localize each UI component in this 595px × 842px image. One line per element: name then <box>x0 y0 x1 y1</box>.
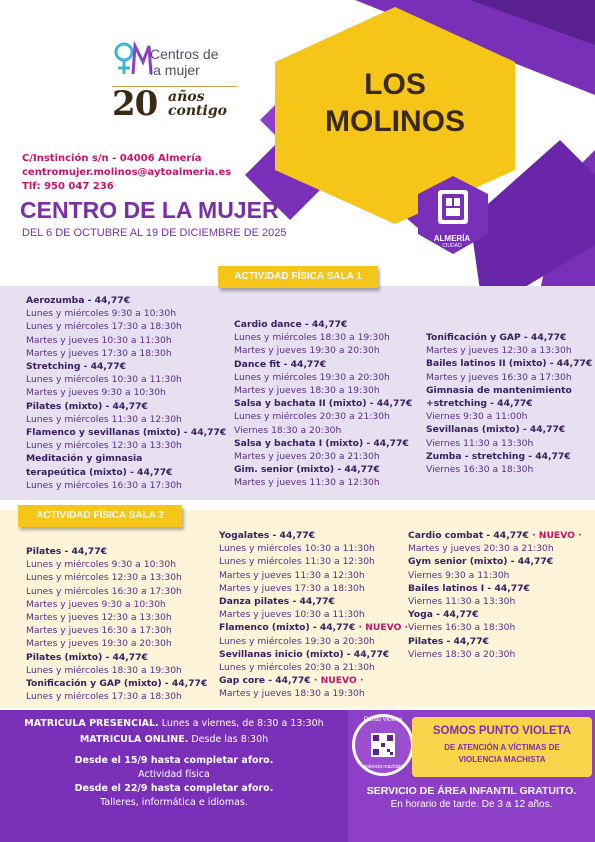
schedule-time: Lunes y miércoles 10:30 a 11:30h <box>219 543 375 555</box>
schedule-time: Martes y jueves 9:30 a 10:30h <box>26 598 166 610</box>
activity-name: +stretching - 44,77€ <box>426 398 533 410</box>
sala2-col3 <box>408 529 582 661</box>
schedule-time: Martes y jueves 10:30 a 11:30h <box>26 334 172 346</box>
activity-name: Pilates - 44,77€ <box>408 635 489 647</box>
schedule-time: Viernes 18:30 a 20:30h <box>234 424 342 436</box>
infant-text: En horario de tarde. De 3 a 12 años. <box>390 799 553 810</box>
activity-title <box>26 651 207 664</box>
enroll-presencial <box>0 718 348 729</box>
enroll-date1: Desde el 15/9 hasta completar aforo. <box>74 755 274 766</box>
schedule-time: Martes y jueves 12:30 a 13:30h <box>426 345 572 357</box>
center-name-line2: MOLINOS <box>325 105 465 138</box>
activity-title <box>26 466 226 479</box>
schedule-time: Martes y jueves 11:30 a 12:30h <box>219 569 365 581</box>
sala1-col2 <box>234 318 412 490</box>
activity-title <box>426 423 592 436</box>
schedule-time: Viernes 9:30 a 11:00h <box>426 411 528 423</box>
activity-title <box>234 397 412 410</box>
schedule-time: Martes y jueves 18:30 a 19:30h <box>234 385 380 397</box>
schedule-time: Viernes 16:30 a 18:30h <box>408 622 516 634</box>
schedule-time: Lunes y miércoles 19:30 a 20:30h <box>219 635 375 647</box>
activity-name: Meditación y gimnasia <box>26 453 143 465</box>
activity-title <box>26 426 226 439</box>
schedule-time: Lunes y miércoles 11:30 a 12:30h <box>26 413 182 425</box>
city-label: ALMERÍA <box>433 234 471 243</box>
anniversary-number: 20 <box>112 84 158 124</box>
activity-name: Zumba - stretching - 44,77€ <box>426 450 571 462</box>
page-title: CENTRO DE LA MUJER <box>20 197 279 223</box>
badge-bottom-text: violencia machista <box>362 764 404 770</box>
logo-text <box>150 46 218 78</box>
schedule-time: Martes y jueves 18:30 a 19:30h <box>219 688 365 700</box>
activity-name: Stretching - 44,77€ <box>26 361 127 373</box>
schedule-time: Martes y jueves 20:30 a 21:30h <box>234 451 380 463</box>
schedule-time: Lunes y miércoles 17:30 a 18:30h <box>26 321 182 333</box>
infant-title: SERVICIO DE ÁREA INFANTIL GRATUITO. <box>366 785 577 797</box>
enroll-date2-text: Talleres, informática e idiomas. <box>100 797 248 808</box>
activity-name: Dance fit - 44,77€ <box>234 358 327 370</box>
activity-title <box>26 545 207 558</box>
activity-name: Bailes latinos I - 44,77€ <box>408 582 530 594</box>
activity-title <box>219 648 408 661</box>
presencial-label: MATRICULA PRESENCIAL. <box>24 718 159 729</box>
badge-top-text: Punto Violeta <box>363 716 403 723</box>
logo-line1: Centros de <box>150 46 219 62</box>
schedule-time: Viernes 18:30 a 20:30h <box>408 648 516 660</box>
activity-name: Aerozumba - 44,77€ <box>26 295 131 306</box>
activity-title <box>26 360 226 373</box>
online-hours: Desde las 8:30h <box>191 734 269 745</box>
pv-line2: VIOLENCIA MACHISTA <box>458 755 546 764</box>
new-badge: · NUEVO · <box>355 622 409 634</box>
schedule-time: Martes y jueves 16:30 a 17:30h <box>426 371 572 383</box>
schedule-time: Lunes y miércoles 10:30 a 11:30h <box>26 374 182 386</box>
date-range: DEL 6 DE OCTUBRE AL 19 DE DICIEMBRE DE 2025 <box>22 227 287 239</box>
activity-title <box>234 463 412 476</box>
pv-line1: DE ATENCIÓN A VÍCTIMAS DE <box>444 743 560 752</box>
schedule-time: Lunes y miércoles 20:30 a 21:30h <box>234 411 390 423</box>
activity-name: Yoga - 44,77€ <box>408 609 479 621</box>
activity-title <box>234 358 412 371</box>
activity-name: Yogalates - 44,77€ <box>219 530 316 541</box>
schedule-time: Lunes y miércoles 12:30 a 13:30h <box>26 572 182 584</box>
schedule-time: Martes y jueves 17:30 a 18:30h <box>219 582 365 594</box>
schedule-time: Martes y jueves 12:30 a 13:30h <box>26 612 172 624</box>
activity-title <box>426 450 592 463</box>
pv-title: SOMOS PUNTO VIOLETA <box>432 725 572 737</box>
activity-name: Gimnasia de mantenimiento <box>426 384 572 396</box>
schedule-time: Lunes y miércoles 20:30 a 21:30h <box>219 662 375 674</box>
presencial-hours: Lunes a viernes, de 8:30 a 13:30h <box>161 718 324 729</box>
schedule-time: Martes y jueves 17:30 a 18:30h <box>26 347 172 359</box>
activity-title <box>219 674 408 687</box>
schedule-time: Lunes y miércoles 19:30 a 20:30h <box>234 371 390 383</box>
schedule-time: Lunes y miércoles 9:30 a 10:30h <box>26 308 177 320</box>
schedule-time: Viernes 11:30 a 13:30h <box>426 437 534 449</box>
enroll-online <box>0 734 348 745</box>
schedule-time: Martes y jueves 9:30 a 10:30h <box>26 387 166 399</box>
city-sublabel: CIUDAD <box>442 243 462 249</box>
new-badge: · NUEVO · <box>528 530 582 541</box>
sala1-col1 <box>26 294 226 492</box>
activity-title <box>219 595 408 608</box>
activity-name: Tonificación y GAP - 44,77€ <box>426 332 567 343</box>
activity-name: Bailes latinos II (mixto) - 44,77€ <box>426 358 593 370</box>
sala2-label: ACTIVIDAD FÍSICA SALA 2 <box>18 505 182 527</box>
schedule-time: Lunes y miércoles 17:30 a 18:30h <box>26 691 182 703</box>
address: C/Instinción s/n - 04006 Almería <box>22 153 202 164</box>
activity-name: Sevillanas (mixto) - 44,77€ <box>426 424 566 436</box>
online-label: MATRICULA ONLINE. <box>79 734 189 745</box>
activity-title <box>426 331 592 344</box>
enroll-date1-text: Actividad física <box>138 769 210 780</box>
email-link[interactable]: centromujer.molinos@aytoalmeria.es <box>22 167 232 178</box>
activity-name: Cardio combat - 44,77€ <box>408 530 529 541</box>
center-name-line1: LOS <box>364 68 426 101</box>
schedule-time: Martes y jueves 20:30 a 21:30h <box>408 543 554 555</box>
activity-name: terapeútica (mixto) - 44,77€ <box>26 466 173 478</box>
activity-name: Gym senior (mixto) - 44,77€ <box>408 556 554 568</box>
phone: Tlf: 950 047 236 <box>22 181 114 192</box>
schedule-time: Lunes y miércoles 12:30 a 13:30h <box>26 440 182 452</box>
schedule-time: Lunes y miércoles 18:30 a 19:30h <box>26 664 182 676</box>
activity-name: Salsa y bachata I (mixto) - 44,77€ <box>234 437 409 449</box>
schedule-time: Martes y jueves 19:30 a 20:30h <box>26 638 172 650</box>
activity-title <box>26 677 207 690</box>
activity-title <box>426 397 592 410</box>
activity-name: Danza pilates - 44,77€ <box>219 596 335 608</box>
anniversary-text <box>168 90 227 118</box>
activity-name: Gap core - 44,77€ <box>219 675 311 687</box>
activity-title <box>219 529 408 542</box>
enroll-date2: Desde el 22/9 hasta completar aforo. <box>74 783 274 794</box>
activity-name: Salsa y bachata II (mixto) - 44,77€ <box>234 398 413 410</box>
schedule-time: Martes y jueves 16:30 a 17:30h <box>26 625 172 637</box>
activity-name: Pilates - 44,77€ <box>26 546 107 557</box>
new-badge: · NUEVO · <box>310 675 364 687</box>
schedule-time: Viernes 11:30 a 13:30h <box>408 596 516 608</box>
activity-title <box>408 555 582 568</box>
activity-name: Tonificación y GAP (mixto) - 44,77€ <box>26 678 208 690</box>
activity-name: Flamenco y sevillanas (mixto) - 44,77€ <box>26 427 227 439</box>
activity-title <box>219 621 408 634</box>
schedule-time: Lunes y miércoles 16:30 a 17:30h <box>26 585 182 597</box>
anniversary-line1: años <box>168 89 205 105</box>
activity-name: Cardio dance - 44,77€ <box>234 319 348 330</box>
sala2-col1 <box>26 545 207 703</box>
activity-title <box>408 582 582 595</box>
activity-title <box>26 452 226 465</box>
anniversary-line2: contigo <box>168 103 227 119</box>
activity-name: Pilates (mixto) - 44,77€ <box>26 651 148 663</box>
schedule-time: Martes y jueves 10:30 a 11:30h <box>219 609 365 621</box>
sala1-col3 <box>426 331 592 476</box>
schedule-time: Viernes 16:30 a 18:30h <box>426 464 534 476</box>
activity-title <box>26 294 226 307</box>
schedule-time: Lunes y miércoles 16:30 a 17:30h <box>26 479 182 491</box>
sala2-col2 <box>219 529 408 701</box>
schedule-time: Lunes y miércoles 9:30 a 10:30h <box>26 559 177 571</box>
activity-title <box>234 437 412 450</box>
logo-line2: la mujer <box>150 62 200 78</box>
activity-name: Flamenco (mixto) - 44,77€ <box>219 622 356 634</box>
activity-name: Gim. senior (mixto) - 44,77€ <box>234 464 380 476</box>
schedule-time: Martes y jueves 19:30 a 20:30h <box>234 345 380 357</box>
activity-title <box>426 384 592 397</box>
activity-title <box>408 608 582 621</box>
activity-title <box>234 318 412 331</box>
activity-title <box>408 635 582 648</box>
schedule-time: Lunes y miércoles 18:30 a 19:30h <box>234 332 390 344</box>
activity-name: Pilates (mixto) - 44,77€ <box>26 400 148 412</box>
activity-title <box>26 400 226 413</box>
schedule-time: Lunes y miércoles 11:30 a 12:30h <box>219 556 375 568</box>
sala1-label: ACTIVIDAD FÍSICA SALA 1 <box>218 266 378 288</box>
activity-title <box>426 357 592 370</box>
centros-mujer-logo-icon <box>113 40 153 80</box>
activity-name: Sevillanas inicio (mixto) - 44,77€ <box>219 648 390 660</box>
activity-title <box>408 529 582 542</box>
schedule-time: Viernes 9:30 a 11:30h <box>408 569 510 581</box>
schedule-time: Martes y jueves 11:30 a 12:30h <box>234 477 380 489</box>
